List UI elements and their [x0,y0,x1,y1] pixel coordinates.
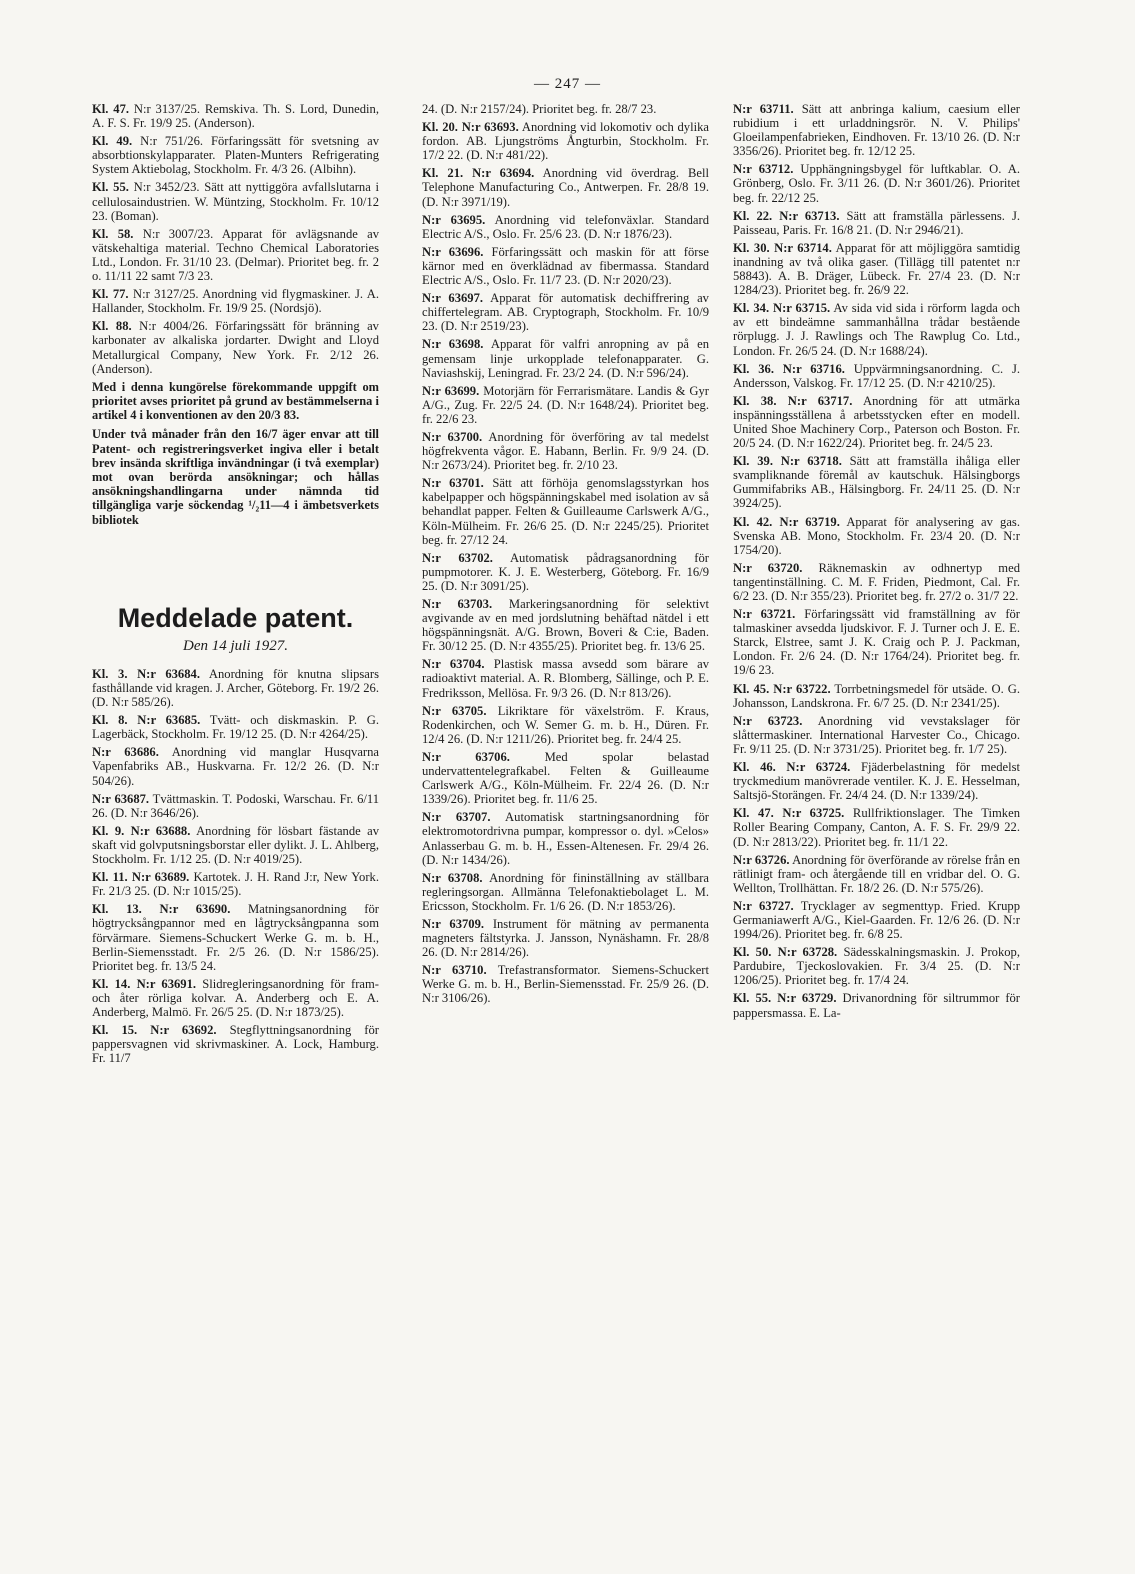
entry-text: Instrument för mätning av permanenta magneters fältstyrka. J. Jansson, Nynäshamn. Fr. 28/8 26. (D. N:r 2814/26). [422,916,709,960]
patent-entry [733,853,1020,895]
announcement-list [92,102,379,376]
entry-text: Apparat för automatisk dechiffrering av chiffertelegram. AB. Cryptograph, Stockholm. Fr. 10/9 23. (D. N:r 2519/23). [422,291,709,334]
entry-text: Räknemaskin av odhnertyp med tangentinställning. C. M. F. Friden, Piedmont, Cal. Fr. 6/2 23. (D. N:r 355/23). Prioritet beg. fr. 27/2 o. 31/7 22. [733,560,1020,603]
entry-text: Sätt att framställa ihåliga eller svampliknande föremål av kautschuk. Hälsingborgs Gummifabriks AB., Hälsingborg. Fr. 24/11 25. (D. N:r 3924/25). [733,454,1020,511]
patent-entry [422,384,709,426]
entry-number: Kl. 8. N:r 63685. [92,713,201,728]
objection-notice: Under två månader från den 16/7 äger envar att till Patent- och registreringsverket ingiva eller i betalt brev insända skriftliga invändningar (i två exemplar) mot ovan berörda ansökningar; och hållas ansökningshandlingarna under nämnda tid tillgängliga varje söckendag ¹/₂11—4 i ämbetsverkets bibliotek [92,427,379,527]
patent-entry [92,180,379,222]
entry-text: Anordning för knutna slipsars fasthållande vid kragen. J. Archer, Göteborg. Fr. 19/2 26. (D. N:r 585/26). [92,666,379,710]
patent-entry [92,902,379,972]
section-date: Den 14 juli 1927. [183,637,288,654]
entry-text: Trefastransformator. Siemens-Schuckert Werke G. m. b. H., Berlin-Siemensstad. Fr. 25/9 26. (D. N:r 3106/26). [422,963,710,1006]
entry-text: Rullfriktionslager. The Timken Roller Bearing Company, Canton, A. F. S. Fr. 29/9 22. (D. N:r 2813/22). Prioritet beg. fr. 11/1 22. [733,806,1020,849]
entry-text: Sätt att anbringa kalium, caesium eller rubidium i ett urladdningsrör. N. V. Philips' Gloeilampenfabrieken, Eindhoven. Fr. 13/10 26. (D. N:r 3356/26). Prioritet beg. fr. 12/12 25. [733,102,1020,159]
entry-text: 24. (D. N:r 2157/24). Prioritet beg. fr. 28/7 23. [422,102,657,116]
entry-text: Matningsanordning för högtrycksångpannor med en lågtrycksångpanna som förvärmare. Siemens-Schuckert Werke G. m. b. H., Berlin-Siemensstadt. Fr. 2/5 26. (D. N:r 1586/25). Prioritet beg. fr. 13/5 24. [92,902,379,973]
entry-number: Kl. 9. N:r 63688. [92,823,191,838]
patent-entry [422,917,709,959]
entry-text: Anordning för överföring av tal medelst högfrekventa vågor. E. Habann, Berlin. Fr. 9/9 24. (D. N:r 2673/24). Prioritet beg. fr. 2/10 23. [422,429,710,473]
patent-entry [733,945,1020,987]
entry-number: N:r 63707. [422,810,491,825]
entry-number: N:r 63697. [422,291,484,306]
entry-text: N:r 3137/25. Remskiva. Th. S. Lord, Dunedin, A. F. S. Fr. 19/9 25. (Anderson). [92,102,379,131]
entry-text: Kartotek. J. H. Rand J:r, New York. Fr. 21/3 25. (D. N:r 1015/25). [92,870,379,899]
entry-number: N:r 63695. [422,212,486,227]
patent-entry [92,319,379,375]
entry-number: Kl. 42. N:r 63719. [733,514,840,529]
entry-number: Kl. 13. N:r 63690. [92,902,231,917]
patent-entry [733,806,1020,848]
patent-entry [422,476,709,546]
patent-entry [422,430,709,472]
patent-entry [92,713,379,741]
entry-text: N:r 3127/25. Anordning vid flygmaskiner. J. A. Hallander, Stockholm. Fr. 19/9 25. (Nordsjö). [92,287,379,316]
entry-number: N:r 63723. [733,713,803,728]
priority-notice: Med i denna kungörelse förekommande uppgift om prioritet avses prioritet på grund av bestämmelserna i artikel 4 i konventionen av den 20/3 83. [92,379,379,423]
entry-number: Kl. 47. [92,102,130,116]
patent-entry [733,515,1020,557]
entry-number: N:r 63710. [422,963,487,978]
patent-entry [92,134,379,176]
patent-entry [733,607,1020,677]
entry-number: N:r 63706. [422,749,510,764]
entry-number: Kl. 55. N:r 63729. [733,991,837,1006]
entry-text: Förfaringssätt vid framställning av för talmaskiner avsedda ljudskivor. F. J. Turner och J. E. E. Starck, Elstree, samt J. K. Craig och P. J. Packman, London. Fr. 2/6 24. (D. N:r 1764/24). Prioritet beg. fr. 19/6 23. [733,607,1020,678]
entry-number: Kl. 21. N:r 63694. [422,166,535,181]
entry-number: Kl. 34. N:r 63715. [733,301,831,316]
entry-text: Av sida vid sida i rörform lagda och av ett bindeämne sammanhållna trådar bestående rörplugg. J. J. Rawlings och The Rawplug Co. Ltd., London. Fr. 26/5 24. (D. N:r 1688/24). [733,301,1020,358]
patent-list-middle [422,102,709,1006]
patent-entry [733,209,1020,237]
patent-entry [92,287,379,315]
patent-entry [92,977,379,1019]
entry-text: Apparat för analysering av gas. Svenska AB. Mono, Stockholm. Fr. 23/4 20. (D. N:r 1754/20). [733,514,1020,557]
entry-number: Kl. 55. [92,180,129,195]
patent-entry [733,301,1020,357]
patent-entry [733,561,1020,603]
entry-number: N:r 63726. [733,852,790,867]
entry-number: N:r 63708. [422,870,483,885]
entry-text: Trycklager av segmenttyp. Fried. Krupp Germaniawerft A/G., Kiel-Gaarden. Fr. 12/6 26. (D. N:r 1994/26). Prioritet beg. fr. 6/8 25. [733,898,1021,942]
patent-entry [733,454,1020,510]
section-title: Meddelade patent. [117,602,354,633]
patent-entry [733,162,1020,204]
entry-text: N:r 751/26. Förfaringssätt för svetsning av absorbtionskylapparater. Platen-Munters Refrigerating System Aktiebolag, Stockholm. Fr. 4/3 26. (Albihn). [92,134,379,177]
entry-text: Upphängningsbygel för luftkablar. O. A. Grönberg, Oslo. Fr. 3/11 26. (D. N:r 3601/26). Prioritet beg. fr. 22/12 25. [733,162,1020,205]
patent-entry [92,824,379,866]
patent-entry [422,750,709,806]
entry-text: Med spolar belastad undervattentelegrafkabel. Felten & Guilleaume Carlswerk A/G., Köln-Mülheim. Fr. 22/4 26. (D. N:r 1339/26). Prioritet beg. fr. 11/6 25. [422,749,710,807]
entry-number: N:r 63711. [733,102,794,116]
entry-number: Kl. 22. N:r 63713. [733,208,840,223]
entry-number: N:r 63700. [422,429,483,444]
entry-text: Likriktare för växelström. F. Kraus, Rodenkirchen, och W. Semer G. m. b. H., Düren. Fr. 12/4 26. (D. N:r 1211/26). Prioritet beg. fr. 24/4 25. [422,703,709,746]
entry-text: Anordning vid telefonväxlar. Standard Electric A/S., Oslo. Fr. 25/6 23. (D. N:r 1876/23). [422,212,709,241]
entry-number: Kl. 38. N:r 63717. [733,393,853,408]
entry-text: Drivanordning för siltrummor för pappersmassa. E. La- [733,991,1020,1020]
entry-text: Sätt att förhöja genomslagsstyrkan hos kabelpapper och högspänningskabel med isolation av så behandlat papper. Felten & Guilleaume Carlswerk A/G., Köln-Mülheim. Fr. 26/6 25. (D. N:r 2245/25). Prioritet beg. fr. 27/12 24. [422,476,709,547]
entry-text: Uppvärmningsanordning. C. J. Andersson, Valskog. Fr. 17/12 25. (D. N:r 4210/25). [733,361,1020,390]
patent-entry [422,657,709,699]
entry-number: Kl. 39. N:r 63718. [733,454,842,469]
patent-entry [422,291,709,333]
patent-entry [733,394,1020,450]
patent-entry [422,337,709,379]
patent-entry [92,745,379,787]
patent-entry [422,245,709,287]
entry-number: N:r 63712. [733,162,794,177]
entry-number: N:r 63701. [422,476,484,491]
entry-text: N:r 4004/26. Förfaringssätt för bränning av karbonater av alkaliska jordarter. Dwight and Lloyd Metallurgical Company, New York. Fr. 2/12 26. (Anderson). [92,319,379,376]
patent-entry [92,792,379,820]
patent-entry [92,1023,379,1065]
entry-number: Kl. 88. [92,319,132,334]
entry-text: Tvätt- och diskmaskin. P. G. Lagerbäck, Stockholm. Fr. 19/12 25. (D. N:r 4264/25). [92,713,379,742]
entry-text: N:r 3452/23. Sätt att nyttiggöra avfallslutarna i cellulosaindustrien. W. Müntzing, Stockholm. Fr. 10/12 23. (Boman). [92,180,379,223]
entry-number: N:r 63709. [422,916,485,931]
entry-text: Stegflyttningsanordning för pappersvagnen vid skrivmaskiner. A. Lock, Hamburg. Fr. 11/7 [92,1023,379,1066]
entry-number: Kl. 30. N:r 63714. [733,240,832,255]
entry-text: Anordning för att utmärka inspänningsställena å arbetsstycken efter en modell. United Shoe Machinery Corp., Paterson och Boston. Fr. 20/5 24. (D. N:r 1622/24). Prioritet beg. fr. 24/5 23. [733,393,1020,451]
entry-text: Sätt att framställa pärlessens. J. Paisseau, Paris. Fr. 16/8 21. (D. N:r 2946/21). [733,208,1020,237]
patent-entry [422,871,709,913]
entry-number: N:r 63696. [422,244,484,259]
page-number: — 247 — [534,76,601,92]
column-left [92,102,379,1069]
entry-number: Kl. 14. N:r 63691. [92,976,197,991]
entry-text: N:r 3007/23. Apparat för avlägsnande av vätskehaltiga material. Techno Chemical Laboratories Ltd., London. Fr. 31/10 23. (Delmar). Prioritet beg. fr. 2 o. 11/11 22 samt 7/3 23. [92,226,380,284]
entry-number: Kl. 45. N:r 63722. [733,681,831,696]
patent-entry [422,213,709,241]
entry-text: Anordning för överförande av rörelse från en rätlinigt fram- och återgående till en vridbar del. O. G. Wellton, Trollhättan. Fr. 18/2 26. (D. N:r 575/26). [733,852,1020,895]
entry-number: N:r 63686. [92,745,159,760]
entry-number: N:r 63702. [422,550,493,565]
patent-list-right [733,102,1020,1020]
patent-entry [92,102,379,130]
patent-entry [733,102,1020,158]
entry-text: Anordning vid överdrag. Bell Telephone Manufacturing Co., Antwerpen. Fr. 28/8 19. (D. N:r 3971/19). [422,166,709,209]
entry-text: Automatisk startningsanordning för elektromotordrivna pumpar, kompressor o. dyl. »Celos» Anlasserbau G. m. b. H., Essen-Altenesen. Fr. 29/4 26. (D. N:r 1434/26). [422,810,709,867]
patent-entry [422,597,709,653]
patent-entry [733,362,1020,390]
entry-number: Kl. 58. [92,226,134,241]
entry-number: N:r 63720. [733,560,803,575]
entry-text: Fjäderbelastning för medelst tryckmedium manövrerade ventiler. K. J. E. Hesselman, Saltsjö-Storängen. Fr. 24/4 24. (D. N:r 1339/24). [733,760,1021,803]
entry-number: Kl. 49. [92,134,133,149]
patent-entry [422,704,709,746]
patent-entry [733,714,1020,756]
patent-entry [422,551,709,593]
entry-text: Automatisk pådragsanordning för pumpmotorer. K. J. E. Westerberg, Göteborg. Fr. 16/9 25. (D. N:r 3091/25). [422,550,709,593]
entry-number: N:r 63687. [92,791,150,806]
entry-text: Plastisk massa avsedd som bärare av radioaktivt material. A. R. Blomberg, Sällinge, och P. E. Fredriksson, Mellösa. Fr. 9/3 26. (D. N:r 813/26). [422,657,710,700]
entry-number: N:r 63721. [733,607,796,622]
entry-number: Kl. 50. N:r 63728. [733,945,838,960]
entry-number: Kl. 77. [92,287,129,302]
entry-number: N:r 63703. [422,597,493,611]
entry-number: N:r 63698. [422,337,484,352]
patent-entry [733,899,1020,941]
entry-text: Markeringsanordning för selektivt avgivande av en med jordslutning behäftad nätdel i ett högspänningsnät. A/G. Brown, Boveri & C:ie, Baden. Fr. 30/12 25. (D. N:r 4355/25). Prioritet beg. fr. 13/6 25. [422,597,709,654]
entry-text: Apparat för att möjliggöra samtidig inandning av två olika gaser. (Tillägg till patentet n:r 58843). A. B. Dräger, Lübeck. Fr. 27/4 23. (D. N:r 1284/23). Prioritet beg. fr. 26/9 22. [733,240,1020,298]
entry-text: Anordning vid lokomotiv och dylika fordon. AB. Ljungströms Ångturbin, Stockholm. Fr. 17/2 22. (D. N:r 481/22). [422,120,709,163]
patent-entry [733,241,1020,297]
entry-text: Anordning vid vevstakslager för slåttermaskiner. International Harvester Co., Chicago. Fr. 9/11 25. (D. N:r 3731/25). Prioritet beg. fr. 1/7 25). [733,713,1020,756]
entry-number: Kl. 36. N:r 63716. [733,361,845,376]
entry-text: Slidregleringsanordning för fram- och åter rörliga kolvar. A. Anderberg och E. A. Anderberg, Malmö. Fr. 26/5 25. (D. N:r 1873/25). [92,976,380,1019]
patent-entry [422,120,709,162]
entry-text: Anordning vid manglar Husqvarna Vapenfabriks AB., Huskvarna. Fr. 12/2 26. (D. N:r 504/26). [92,745,379,788]
entry-number: Kl. 11. N:r 63689. [92,870,190,885]
entry-text: Apparat för valfri anropning av på en gemensam linje urkopplade telefonapparater. G. Naviashskij, Leningrad. Fr. 23/2 24. (D. N:r 596/24). [422,337,709,380]
patent-entry [92,870,379,898]
entry-text: Anordning för fininställning av ställbara regleringsorgan. Allmänna Telefonaktiebolaget L. M. Ericsson, Stockholm. Fr. 1/6 26. (D. N:r 1853/26). [422,870,709,913]
entry-number: N:r 63727. [733,898,794,913]
patent-entry [422,810,709,866]
entry-number: Kl. 46. N:r 63724. [733,760,851,775]
patent-entry [422,963,709,1005]
entry-text: Motorjärn för Ferrarismätare. Landis & Gyr A/G., Zug. Fr. 22/5 24. (D. N:r 1648/24). Prioritet beg. fr. 22/6 23. [422,383,709,426]
column-middle [422,102,709,1010]
entry-text: Förfaringssätt och maskin för att förse kärnor med en överklädnad av fibermassa. Standard Electric A/S., Oslo. Fr. 11/7 23. (D. N:r 2020/23). [422,244,709,288]
entry-number: Kl. 20. N:r 63693. [422,120,519,135]
entry-text: Sädesskalningsmaskin. J. Prokop, Pardubire, Tjeckoslovakien. Fr. 3/4 25. (D. N:r 1206/25). Prioritet beg. fr. 17/4 24. [733,945,1021,988]
patent-entry [733,991,1020,1019]
patent-entry [422,102,709,116]
column-right [733,102,1020,1024]
entry-text: Anordning för lösbart fästande av skaft vid golvputsningsborstar eller dylikt. J. L. Ahlberg, Stockholm. Fr. 1/12 25. (D. N:r 4019/25). [92,823,379,867]
entry-text: Tvättmaskin. T. Podoski, Warschau. Fr. 6/11 26. (D. N:r 3646/26). [92,791,380,820]
entry-text: Torrbetningsmedel för utsäde. O. G. Johansson, Landskrona. Fr. 6/7 25. (D. N:r 2341/25). [733,681,1020,710]
patent-list-left [92,667,379,1065]
patent-entry [92,667,379,709]
patent-entry [733,682,1020,710]
entry-number: Kl. 47. N:r 63725. [733,806,845,821]
entry-number: N:r 63705. [422,703,487,718]
entry-number: N:r 63704. [422,657,485,672]
entry-number: Kl. 15. N:r 63692. [92,1023,217,1038]
patent-entry [92,227,379,283]
entry-number: Kl. 3. N:r 63684. [92,666,200,681]
entry-number: N:r 63699. [422,383,480,398]
patent-entry [422,166,709,208]
patent-entry [733,760,1020,802]
